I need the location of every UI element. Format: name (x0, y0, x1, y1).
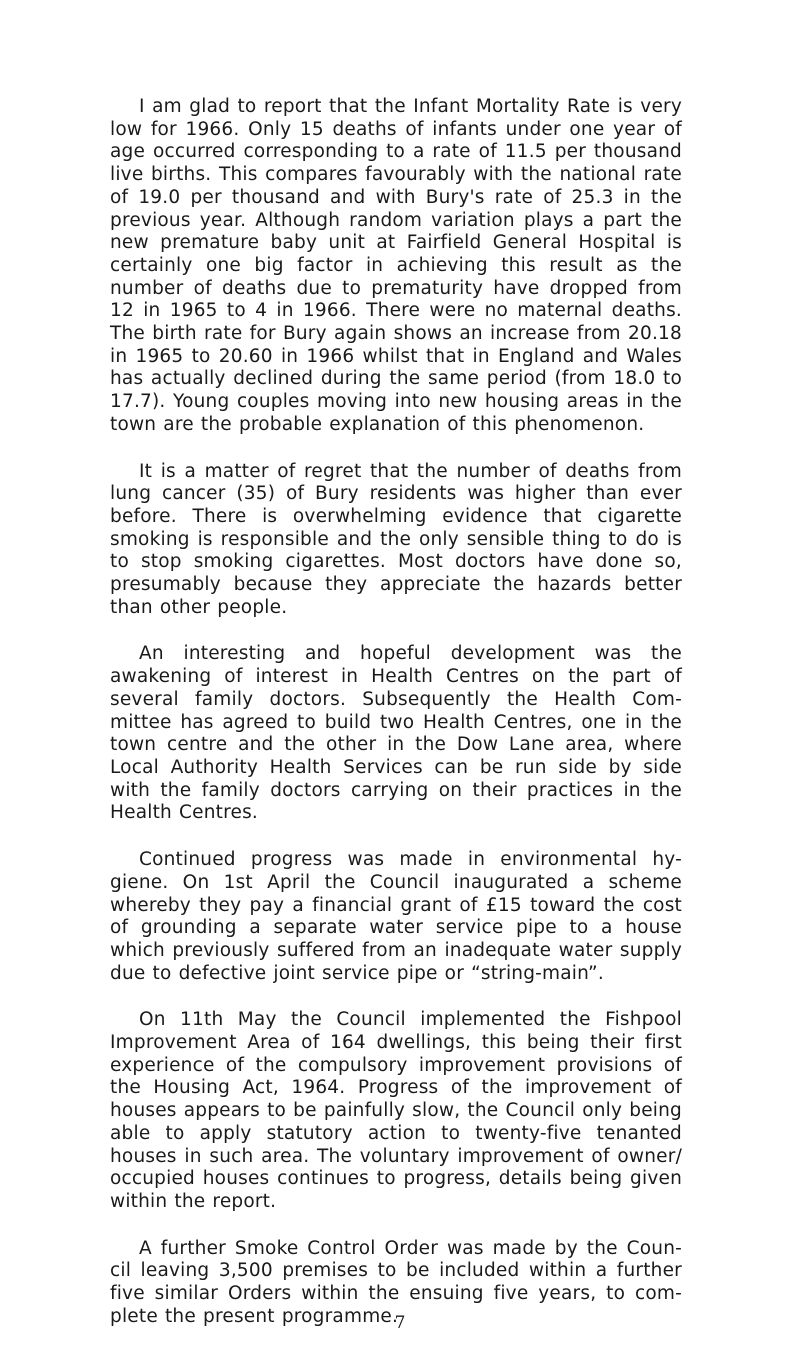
paragraph-lung-cancer: It is a matter of regret that the number of deaths from lung cancer (35) of Bury residents was higher than ever before. There is overwhelming evidence that cigarette smoking is responsible and the only sensible thing to do is to stop smoking cigarettes. Most doctors have done so, presumably because they appreciate the hazards better than other people. (110, 460, 682, 618)
paragraph-environmental-hygiene: Continued progress was made in environmental hy-giene. On 1st April the Council inaugurated a scheme whereby they pay a financial grant of £15 toward the cost of grounding a separate water service pipe to a house which previously suffered from an inadequate water supply due to defective joint service pipe or “string-main”. (110, 849, 682, 984)
paragraph-health-centres: An interesting and hopeful development was the awakening of interest in Health Centres on the part of several family doctors. Subsequently the Health Com-mittee has agreed to build two Health Centres, one in the town centre and the other in the Dow Lane area, where Local Authority Health Services can be run side by side with the family doctors carrying on their practices in the Health Centres. (110, 643, 682, 824)
paragraph-smoke-control: A further Smoke Control Order was made by the Coun-cil leaving 3,500 premises to be included within a further five similar Orders within the ensuing five years, to com-plete the present programme. (110, 1237, 682, 1327)
paragraph-infant-mortality: I am glad to report that the Infant Mortality Rate is very low for 1966. Only 15 deaths of infants under one year of age occurred corresponding to a rate of 11.5 per thousand live births. This compares favourably with the national rate of 19.0 per thousand and with Bury's rate of 25.3 in the previous year. Although random variation plays a part the new premature baby unit at Fairfield General Hospital is certainly one big factor in achieving this result as the number of deaths due to prematurity have dropped from 12 in 1965 to 4 in 1966. There were no maternal deaths. The birth rate for Bury again shows an increase from 20.18 in 1965 to 20.60 in 1966 whilst that in England and Wales has actually declined during the same period (from 18.0 to 17.7). Young couples moving into new housing areas in the town are the probable explanation of this phenomenon. (110, 96, 682, 435)
report-page-body (110, 96, 682, 1352)
page-number: 7 (394, 1313, 406, 1333)
paragraph-fishpool-improvement: On 11th May the Council implemented the Fishpool Improvement Area of 164 dwellings, this being their first experience of the compulsory improvement provisions of the Housing Act, 1964. Progress of the improvement of houses appears to be painfully slow, the Council only being able to apply statutory action to twenty-five tenanted houses in such area. The voluntary improvement of owner/ occupied houses continues to progress, details being given within the report. (110, 1009, 682, 1212)
